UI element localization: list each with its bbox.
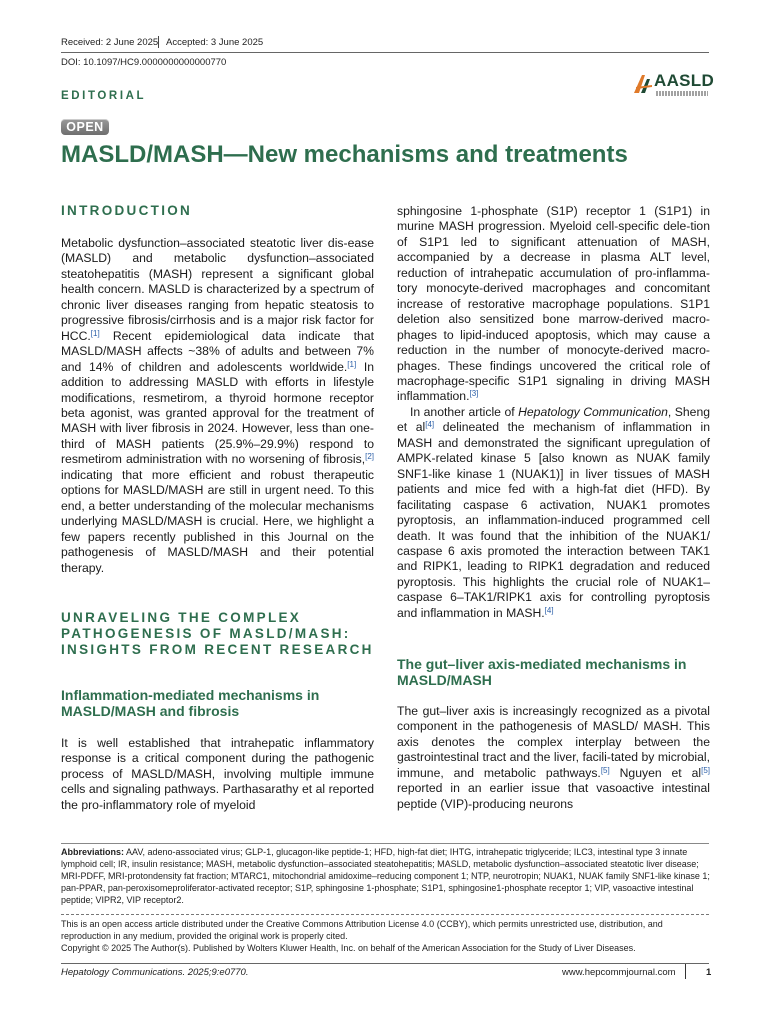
license-block [61,919,711,955]
doi[interactable]: DOI: 10.1097/HC9.0000000000000770 [61,57,227,68]
footnote-rule [61,843,709,844]
subsection-heading-inflammation: Inflammation-mediated mechanisms in MASLD/MASH and fibrosis [61,687,320,719]
header-rule [61,52,709,53]
article-type: EDITORIAL [61,90,147,102]
page-number: 1 [706,967,712,978]
ref-link[interactable]: [4] [425,420,435,430]
license-text: This is an open access article distributed under the Creative Commons Attribution License 4.0 (CCBY), which permits unrestricted use, distribution, and reproduction in any medium, provided the original work is properly cited. [61,919,663,941]
journal-url[interactable]: www.hepcommjournal.com [562,967,676,978]
received-date: Received: 2 June 2025 [61,37,159,48]
ref-link[interactable]: [1] [347,359,357,369]
subsection-heading-gut-liver: The gut–liver axis-mediated mechanisms in MASLD/MASH [397,656,687,688]
section-heading-pathogenesis: UNRAVELING THE COMPLEX PATHOGENESIS OF MASLD/MASH: INSIGHTS FROM RECENT RESEARCH [61,610,374,657]
journal-name: Hepatology Communication [518,404,668,419]
open-access-badge: OPEN [61,119,109,135]
license-rule [61,914,709,915]
copyright-text: Copyright © 2025 The Author(s). Published by Wolters Kluwer Health, Inc. on behalf of the American Association for the Study of Liver Diseases. [61,942,636,953]
accepted-date: Accepted: 3 June 2025 [166,37,264,48]
aasld-logo [632,70,715,98]
article-title: MASLD/MASH—New mechanisms and treatments [61,141,628,168]
gut-liver-paragraph: The gut–liver axis is increasingly recognized as a pivotal component in the pathogenesis of MASLD/ MASH. This axis denotes the complex interplay between the gastrointestinal tract and the liver, facili-tated by microbial, immune, and metabolic pathways.[5] Nguyen et al[5] reported in an earlier issue that vasoactive intestinal peptide (VIP)-producing neurons [397,704,710,811]
ref-link[interactable]: [3] [469,389,479,399]
abbreviations: Abbreviations: AAV, adeno-associated virus; GLP-1, glucagon-like peptide-1; HFD, high-fat diet; IHTG, intrahepatic triglyceride; ILC3, intestinal type 3 innate lymphoid cell; IR, insulin resistance; MASH, metabolic dysfunction–associated steatohepatitis; MASLD, metabolic dysfunction–associated steatotic liver disease; MRI-PDFF, MRI-protondensity fat fraction; MTARC1, mitochondrial amidoxime–reducing component 1; NTP, neurotropin; NUAK1, NUAK family SNF1-like kinase 1; pan-PPAR, pan-peroxisomeproliferator-activated receptor; S1P, sphingosine 1-phosphate; S1P1, sphingosine1-phosphate receptor 1; VIP, vasoactive intestinal peptide; VIPR2, VIP receptor2. [61,847,710,905]
footer-rule [61,963,709,964]
ref-link[interactable]: [4] [544,605,554,615]
header-separator [158,36,159,48]
journal-citation: Hepatology Communications. 2025;9:e0770. [61,967,249,978]
ref-link[interactable]: [5] [701,765,710,775]
right-column-text: sphingosine 1-phosphate (S1P) receptor 1 (S1P1) in murine MASH progression. Myeloid cell-specific dele-tion of S1P1 led to significant attenuation of MASH, accompanied by a decrease in plasma ALT level, reduction of intrahepatic accumulation of pro-inflamma-tory monocyte-derived macrophages and concomitant increase of restorative macrophage populations. S1P1 deletion also sensitized bone marrow-derived macro-phages to lipid-induced apoptosis, which may cause a reduction in the number of monocyte-derived macro-phages. These findings uncovered the critical role of macrophage-specific S1P1 signaling in driving MASH inflammation.[3] In another article of Hepatology Communication, Sheng et al[4] delineated the mechanism of inflammation in MASH and demonstrated the significant upregulation of AMPK-related kinase 5 [also known as NUAK family SNF1-like kinase 1 (NUAK1)] in liver tissues of MASH patients and mice fed with a high-fat diet (HFD). By facilitating caspase 6 activation, NUAK1 promotes pyroptosis, an inflammation-induced programmed cell death. It was found that the inhibition of the NUAK1/ caspase 6 axis promoted the interaction between TAK1 and RIPK1, leading to RIPK1 degradation and reduced pyroptosis. This highlights the crucial role of NUAK1–caspase 6–TAK1/RIPK1 axis for controlling pyroptosis and inflammation in MASH.[4] [397,204,711,620]
ref-link[interactable]: [1] [90,328,100,338]
intro-paragraph: Metabolic dysfunction–associated steatotic liver dis-ease (MASLD) and metabolic dysfunction–associated steatohepatitis (MASH) represent a significant global health concern. MASLD is characterized by a spectrum of chronic liver diseases ranging from hepatic steatosis to progressive fibrosis/cirrhosis and is a major risk factor for HCC.[1] Recent epidemiological data indicate that MASLD/MASH affects ~38% of adults and between 7% and 14% of children and adolescents worldwide.[1] In addition to addressing MASLD with efforts in lifestyle modifications, resmetirom, a thyroid hormone receptor beta agonist, was granted approval for the treatment of MASH with liver fibrosis in 2024. However, less than one-third of MASH patients (25.9%–29.9%) respond to resmetirom administration with no worsening of fibrosis,[2] indicating that more efficient and robust therapeutic options for MASLD/MASH are still in urgent need. To this end, a better understanding of the molecular mechanisms underlying MASLD/MASH is crucial. Here, we highlight a few papers recently published in this Journal on the pathogenesis of MASLD/MASH and their potential therapy. [61,236,374,575]
ref-link[interactable]: [2] [365,452,374,462]
footer-separator [685,964,686,979]
ref-link[interactable]: [5] [600,765,610,775]
aasld-logo-tagline [656,91,708,96]
aasld-logo-icon [632,71,656,95]
aasld-logo-text: AASLD [654,71,715,90]
inflammation-paragraph: It is well established that intrahepatic inflammatory response is a critical component during the pathogenic process of MASLD/MASH, involving multiple immune cells and signaling pathways. Parthasarathy et al reported the pro-inflammatory role of myeloid [61,736,374,812]
section-heading-introduction: INTRODUCTION [61,203,193,218]
